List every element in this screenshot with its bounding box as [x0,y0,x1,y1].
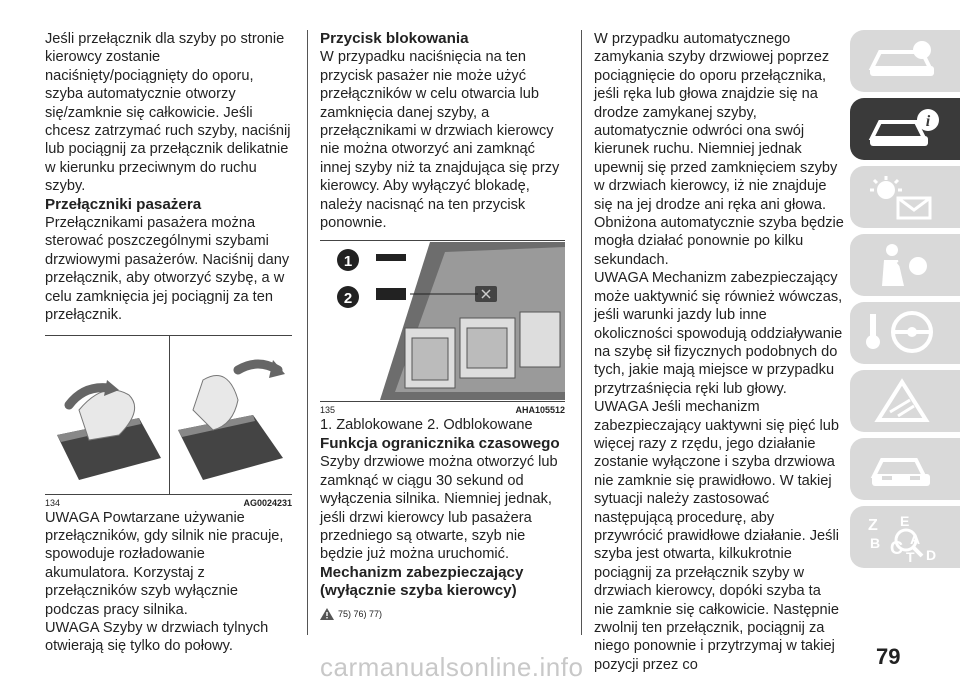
tab-service[interactable] [850,438,960,500]
paragraph: Szyby drzwiowe można otworzyć lub zamknąć w ciągu 30 sekund od wyłączenia silnika. Niemniej jednak, jeśli drzwi kierowcy lub pasażera przedniego są otwarte, szyb nie będzie już można uruchomić. [320,454,558,563]
door-switch-panel-illustration [320,242,565,400]
note-paragraph: UWAGA Szyby w drzwiach tylnych otwierają się tylko do połowy. [45,619,269,655]
column-divider [307,30,308,635]
airbag-icon [864,242,944,288]
section-heading: Funkcja ogranicznika czasowego [320,434,560,452]
warning-triangle-icon [320,608,334,620]
tab-car-info[interactable] [850,98,960,160]
figure-134 [45,335,292,495]
car-info-icon [864,106,944,152]
page-number: 79 [876,644,901,669]
tab-road-warning[interactable] [850,370,960,432]
svg-text:i: i [925,113,931,130]
index-letter: E [900,514,910,529]
figure-code: AG0024231 [243,497,292,508]
warning-reference [320,605,565,623]
callout-1: 1 [343,253,353,271]
car-dashboard-icon [864,38,944,84]
figure-135 [320,240,565,402]
column-divider [581,30,582,635]
section-heading: Przycisk blokowania [320,30,469,47]
warning-lights-icon [864,174,944,220]
index-letter: B [870,535,881,551]
tab-index[interactable] [850,506,960,568]
column-right [594,30,844,674]
callout-2: 2 [343,290,353,308]
section-heading: Mechanizm zabezpieczający (wyłącznie szyba kierowcy) [320,563,524,600]
figure-legend: 1. Zablokowane 2. Odblokowane [320,417,533,434]
paragraph: W przypadku naciśnięcia na ten przycisk pasażer nie może użyć przełączników w celu otwarcia lub zamknięcia danej szyby, a przełącznikami w drzwiach kierowcy nie można otworzyć ani zamknąć innej szyby niż ta znajdująca się przy kierowcy. Aby wyłączyć blokadę, należy nacisnąć na ten przycisk ponownie. [320,49,560,232]
paragraph: Jeśli przełącznik dla szyby po stronie kierowcy zostanie naciśnięty/pociągnięty do oporu, szyba automatycznie otworzy się/zamknie się całkowicie. Jeśli chcesz zatrzymać ruch szyby, naciśnij lub pociągnij za przełącznik delikatnie w kierunku przeciwnym do ruchu szyby. [45,31,291,195]
note-paragraph: UWAGA Powtarzane używanie przełączników, gdy silnik nie pracuje, spowoduje rozładowanie akumulatora. Korzystaj z przełączników szyb wyłącznie podczas pracy silnika. [45,509,284,618]
index-letter: T [906,549,915,564]
chapter-sidebar [850,30,960,574]
section-heading: Przełączniki pasażera [45,195,202,213]
note-paragraph: UWAGA Jeśli mechanizm zabezpieczający uaktywni się pięć lub więcej razy z rzędu, jego działanie zostanie wyłączone i szyba drzwiowa nie zamknie się prawidłowo. W takiej sytuacji należy zastosować następującą procedurę, aby przywrócić prawidłowe działanie. Jeśli szyba jest otwarta, kilkukrotnie pociągnij za przełącznik szyby w drzwiach kierowcy, dopóki szyba ta nie zamknie się całkowicie. Następnie zwolnij ten przełącznik, pociągnij za niego ponownie i przytrzymaj w takiej pozycji przez co [594,399,839,673]
column-middle [320,30,565,623]
watermark: carmanualsonline.info [320,652,584,682]
figure-number: 135 [320,405,336,416]
tab-dashboard[interactable] [850,30,960,92]
paragraph: Przełącznikami pasażera można sterować poszczególnymi szybami drzwiowymi pasażerów. Naciśnij dany przełącznik, aby otworzyć szybę, a w celu zamknięcia jej pociągnij za ten przełącznik. [45,215,290,324]
tab-airbag[interactable] [850,234,960,296]
road-warning-icon [864,378,944,424]
index-letter: D [926,547,937,563]
note-paragraph: UWAGA Mechanizm zabezpieczający może uaktywnić się również wówczas, jeśli warunki jazdy lub inne okoliczności spowodują oddziaływanie na szybę sił fizycznych podobnych do tych, jakie mają miejsce w przypadku przytrzaśnięcia ręki lub głowy. [594,270,843,397]
tab-key-steering[interactable] [850,302,960,364]
figure-caption [320,404,565,416]
tab-warning-lights[interactable] [850,166,960,228]
service-car-icon [864,446,944,492]
column-left [45,30,292,656]
figure-number: 134 [45,497,61,508]
index-letter: Z [868,517,878,534]
key-steering-icon [864,310,944,356]
index-letter: C [890,538,903,558]
figure-caption [45,497,292,509]
paragraph: W przypadku automatycznego zamykania szyby drzwiowej poprzez pociągnięcie do oporu przełącznika, jeśli ręka lub głowa znajdzie się na drodze zamykanej szyby, automatycznie odwróci ona swój kierunek ruchu. Niemniej jednak upewnij się przed zamknięciem szyby w drzwiach kierowcy, iż nie znajduje się na jej drodze ani ręka ani głowa. Obniżona automatycznie szyba będzie mogła działać ponownie po kilku sekundach. [594,31,844,268]
switch-push-illustration [49,340,167,490]
index-icon [864,514,944,564]
switch-pull-illustration [173,340,291,490]
warning-refs: 75) 76) 77) [338,608,383,619]
figure-code: AHA105512 [515,405,565,416]
index-letter: A [910,531,921,547]
